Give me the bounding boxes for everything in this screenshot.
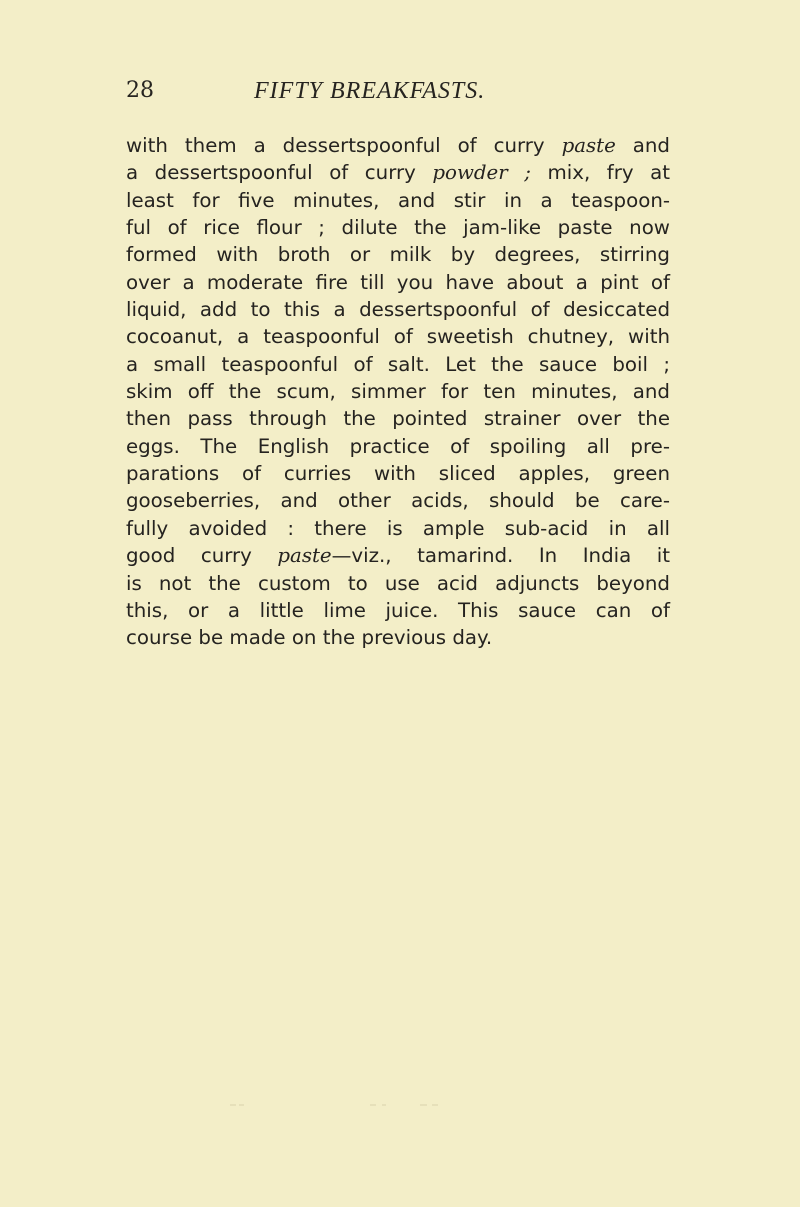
text-line: course be made on the previous day. xyxy=(126,626,493,650)
page-number: 28 xyxy=(126,78,154,103)
text-line: a small teaspoonful of salt. Let the sauce boil ; xyxy=(126,352,670,376)
paper-specks xyxy=(230,1100,530,1110)
text-line: is not the custom to use acid adjuncts beyond xyxy=(126,571,670,595)
book-title: FIFTY BREAKFASTS. xyxy=(254,78,486,104)
text-line: fully avoided : there is ample sub-acid in all xyxy=(126,516,670,540)
text-line: a dessertspoonful of curry powder ; mix, fry at xyxy=(126,161,670,185)
running-head xyxy=(126,76,666,110)
italic-term: powder ; xyxy=(432,161,531,185)
text-line: formed with broth or milk by degrees, stirring xyxy=(126,243,670,267)
text-line: eggs. The English practice of spoiling all pre- xyxy=(126,434,670,458)
text-line: least for five minutes, and stir in a teaspoon- xyxy=(126,188,670,212)
text-line: good curry paste—viz., tamarind. In India it xyxy=(126,544,670,568)
text-line: liquid, add to this a dessertspoonful of desiccated xyxy=(126,298,670,322)
italic-term: paste xyxy=(277,544,332,568)
body-text xyxy=(126,132,670,652)
text-line: over a moderate fire till you have about a pint of xyxy=(126,270,670,294)
text-line: cocoanut, a teaspoonful of sweetish chutney, with xyxy=(126,325,670,349)
text-line: then pass through the pointed strainer over the xyxy=(126,407,670,431)
text-line: ful of rice flour ; dilute the jam-like paste now xyxy=(126,216,670,240)
text-line: this, or a little lime juice. This sauce can of xyxy=(126,598,670,622)
text-line: skim off the scum, simmer for ten minutes, and xyxy=(126,380,670,404)
text-line: with them a dessertspoonful of curry paste and xyxy=(126,134,670,157)
text-line: gooseberries, and other acids, should be care- xyxy=(126,489,670,513)
italic-term: paste xyxy=(561,134,616,157)
text-line: parations of curries with sliced apples, green xyxy=(126,462,670,486)
